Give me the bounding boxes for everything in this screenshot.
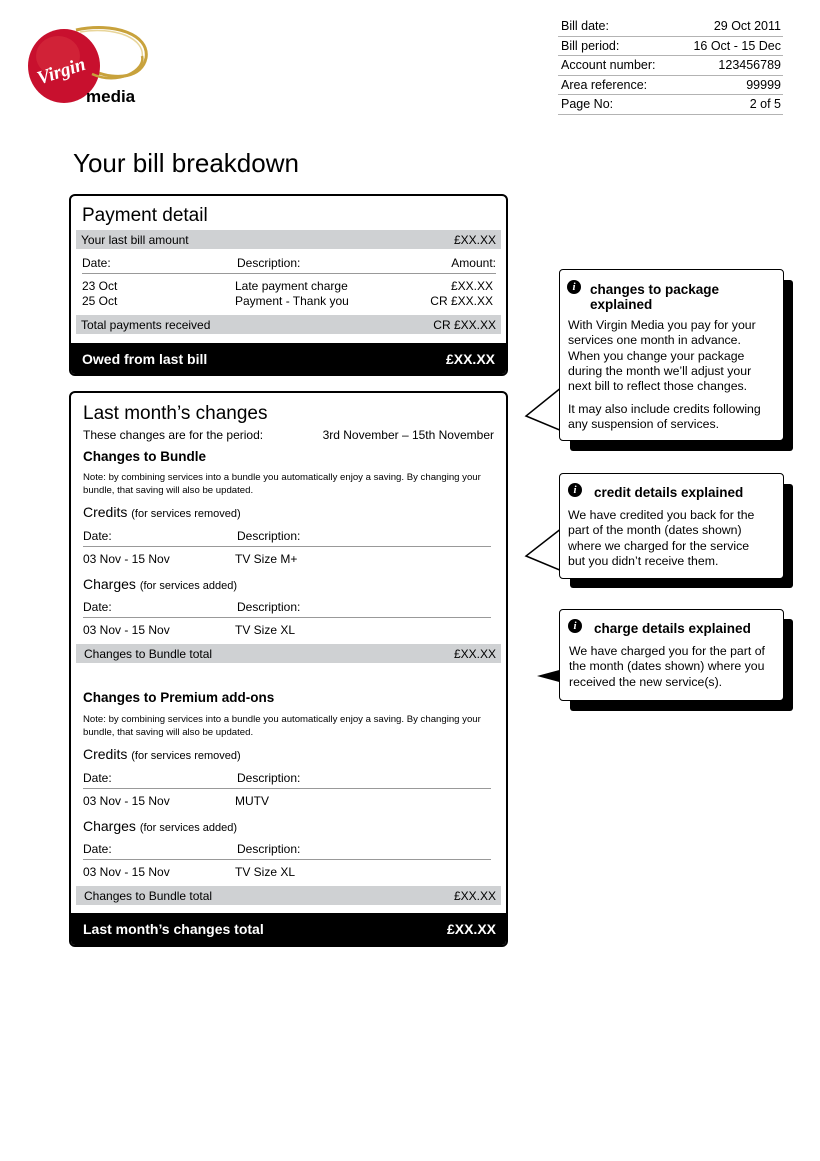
callout-pointer: [524, 523, 564, 583]
row-description: MUTV: [235, 794, 269, 808]
bundle-credits-header: [83, 529, 491, 547]
callout-line: It may also include credits following: [568, 402, 761, 416]
callout-title: [590, 282, 719, 312]
page-number-label: Page No:: [561, 97, 614, 112]
callout-credit-details: [524, 473, 794, 590]
charges-title: Charges: [83, 818, 136, 834]
charges-subtitle: (for services added): [139, 580, 238, 592]
premium-note: Note: by combining services into a bundle you automatically enjoy a saving. By changing your bundle, that saving will also be updated.: [83, 714, 481, 738]
bill-date-label: Bill date:: [561, 19, 609, 33]
callout-title: charge details explained: [594, 621, 751, 636]
row-description: TV Size M+: [235, 552, 298, 566]
row-date: 03 Nov - 15 Nov: [83, 865, 170, 879]
callout-package-explained: [524, 269, 794, 454]
total-payments-label: Total payments received: [81, 317, 211, 332]
col-date: Date:: [83, 771, 112, 785]
bill-info-row: [558, 56, 783, 76]
callout-paragraph: [568, 508, 754, 569]
last-month-changes-card: [69, 391, 508, 947]
callout-line: We have charged you for the part of: [569, 644, 765, 658]
last-month-total-bar: [71, 913, 506, 945]
bundle-charges-label: [83, 576, 237, 592]
charges-title: Charges: [83, 576, 136, 592]
credits-title: Credits: [83, 746, 128, 762]
callout-line: With Virgin Media you pay for your: [568, 318, 756, 332]
row-date: 03 Nov - 15 Nov: [83, 794, 170, 808]
row-description: TV Size XL: [235, 865, 296, 879]
col-amount: Amount:: [451, 256, 496, 270]
callout-title-line: changes to package: [590, 282, 720, 297]
last-month-title: Last month’s changes: [83, 403, 268, 424]
logo-script-text: Virgin: [34, 53, 89, 90]
logo-word-text: media: [86, 87, 136, 106]
info-icon: i: [568, 483, 582, 497]
payment-detail-card: [69, 194, 508, 376]
bundle-total-value: £XX.XX: [453, 646, 496, 661]
page-number-value: 2 of 5: [749, 97, 781, 112]
total-payments-bar: [76, 315, 501, 334]
callout-line: services one month in advance.: [568, 333, 741, 348]
table-row: [82, 279, 493, 294]
bill-info-row: [558, 95, 783, 115]
col-date: Date:: [82, 256, 111, 270]
charges-subtitle: (for services added): [139, 822, 238, 834]
table-row: [82, 294, 493, 309]
row-date: 03 Nov - 15 Nov: [83, 623, 170, 637]
col-description: Description:: [237, 529, 301, 543]
premium-charges-label: [83, 818, 237, 834]
row-date: 03 Nov - 15 Nov: [83, 552, 170, 566]
owed-from-last-bill-bar: [71, 343, 506, 374]
callout-title: credit details explained: [594, 485, 744, 500]
callout-charge-details: [535, 609, 795, 713]
row-description: Late payment charge: [235, 279, 348, 293]
bill-info-row: [558, 17, 783, 37]
callout-line: during the month we’ll adjust your: [568, 363, 752, 378]
last-bill-bar: [76, 230, 501, 249]
premium-charges-header: [83, 842, 491, 860]
callout-line: received the new service(s).: [569, 674, 723, 689]
last-bill-value: £XX.XX: [453, 232, 496, 247]
area-reference-value: 99999: [746, 77, 781, 92]
last-bill-label: Your last bill amount: [81, 232, 189, 247]
callout-line: part of the month (dates shown): [568, 523, 742, 538]
table-row: [83, 623, 491, 638]
bill-date-value: 29 Oct 2011: [713, 19, 781, 33]
info-icon: i: [568, 619, 582, 633]
owed-value: £XX.XX: [445, 350, 495, 367]
row-description: TV Size XL: [235, 623, 296, 637]
callout-line: any suspension of services.: [568, 417, 720, 432]
account-number-label: Account number:: [561, 58, 656, 73]
premium-total-value: £XX.XX: [453, 888, 496, 903]
callout-line: next bill to reflect those changes.: [568, 379, 748, 394]
info-icon: i: [567, 280, 581, 294]
period-row: [83, 428, 494, 443]
callout-paragraph: [569, 644, 765, 690]
row-amount: CR £XX.XX: [430, 294, 493, 308]
row-amount: £XX.XX: [450, 279, 493, 293]
payment-detail-title: Payment detail: [82, 205, 208, 226]
bill-period-value: 16 Oct - 15 Dec: [693, 38, 781, 53]
credits-title: Credits: [83, 504, 128, 520]
callout-line: where we charged for the service: [568, 538, 750, 553]
bundle-charges-header: [83, 600, 491, 618]
callout-line: but you didn’t receive them.: [568, 553, 719, 568]
col-date: Date:: [83, 600, 112, 614]
table-row: [83, 865, 491, 880]
credits-subtitle: (for services removed): [131, 508, 241, 520]
row-date: 23 Oct: [82, 279, 118, 293]
col-date: Date:: [83, 529, 112, 543]
bill-period-label: Bill period:: [561, 38, 620, 53]
account-number-value: 123456789: [718, 58, 781, 73]
virgin-media-logo: [28, 26, 153, 108]
bill-info-table: [558, 17, 783, 115]
table-row: [83, 794, 491, 809]
premium-total-label: Changes to Bundle total: [84, 888, 213, 903]
row-description: Payment - Thank you: [235, 294, 349, 308]
bundle-heading: Changes to Bundle: [83, 449, 207, 464]
premium-total-bar: [76, 886, 501, 905]
bundle-total-label: Changes to Bundle total: [84, 646, 213, 661]
callout-line: We have credited you back for the: [568, 508, 755, 522]
callout-pointer: [524, 379, 564, 439]
col-description: Description:: [237, 600, 301, 614]
grand-total-value: £XX.XX: [446, 921, 496, 937]
bill-info-row: [558, 76, 783, 96]
payment-table-header: [82, 256, 496, 274]
total-payments-value: CR £XX.XX: [433, 317, 496, 332]
table-row: [83, 552, 491, 567]
col-date: Date:: [83, 842, 112, 856]
period-value: 3rd November – 15th November: [322, 428, 494, 442]
premium-heading: Changes to Premium add-ons: [83, 690, 275, 705]
row-date: 25 Oct: [82, 294, 118, 308]
premium-credits-header: [83, 771, 491, 789]
callout-line: the month (dates shown) where you: [569, 659, 765, 674]
col-description: Description:: [237, 771, 301, 785]
bundle-credits-label: [83, 504, 241, 520]
period-label: These changes are for the period:: [83, 428, 264, 442]
bundle-note: Note: by combining services into a bundle you automatically enjoy a saving. By changing your bundle, that saving will also be updated.: [83, 472, 481, 496]
col-description: Description:: [237, 256, 301, 270]
credits-subtitle: (for services removed): [131, 750, 241, 762]
premium-credits-label: [83, 746, 241, 762]
bill-info-row: [558, 37, 783, 57]
callout-paragraph: [568, 318, 756, 394]
owed-label: Owed from last bill: [82, 350, 208, 367]
callout-line: When you change your package: [568, 348, 745, 363]
bundle-total-bar: [76, 644, 501, 663]
col-description: Description:: [237, 842, 301, 856]
callout-paragraph: [568, 402, 761, 433]
grand-total-label: Last month’s changes total: [83, 921, 264, 937]
callout-title-line: explained: [590, 297, 653, 312]
page-title: Your bill breakdown: [73, 148, 299, 178]
area-reference-label: Area reference:: [561, 77, 648, 92]
